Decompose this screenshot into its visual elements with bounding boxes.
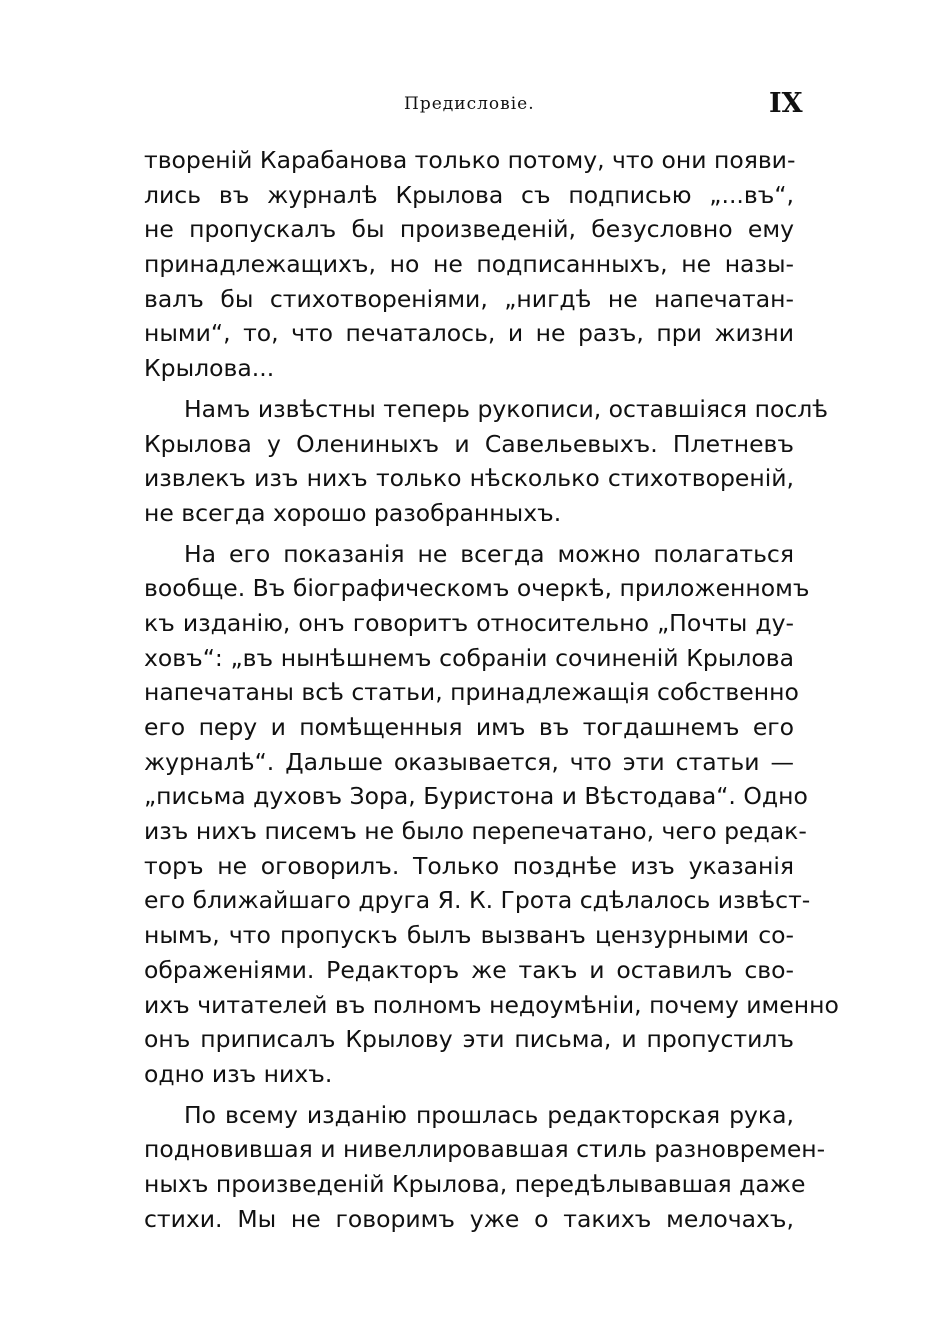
text-line: къ изданію, онъ говоритъ относительно „Почты ду- bbox=[144, 608, 794, 637]
page-number: IX bbox=[769, 88, 803, 119]
text-line: валъ бы стихотвореніями, „нигдѣ не напечатан- bbox=[144, 284, 794, 313]
text-line: его ближайшаго друга Я. К. Грота сдѣлалось извѣст- bbox=[144, 886, 811, 915]
text-line: изъ нихъ писемъ не было перепечатано, чего редак- bbox=[144, 817, 807, 846]
text-line: Крылова у Олениныхъ и Савельевыхъ. Плетневъ bbox=[144, 429, 794, 458]
text-line: „письма духовъ Зора, Буристона и Вѣстодава“. Одно bbox=[144, 782, 808, 811]
text-line: нымъ, что пропускъ былъ вызванъ цензурными со- bbox=[144, 921, 794, 950]
text-line: твореній Карабанова только потому, что они появи- bbox=[144, 146, 796, 174]
text-line: ховъ“: „въ нынѣшнемъ собраніи сочиненій Крылова bbox=[144, 643, 794, 672]
text-line: извлекъ изъ нихъ только нѣсколько стихотвореній, bbox=[144, 464, 794, 493]
text-line: одно изъ нихъ. bbox=[144, 1059, 333, 1088]
text-line: принадлежащихъ, но не подписанныхъ, не назы- bbox=[144, 250, 794, 279]
text-line: Намъ извѣстны теперь рукописи, оставшіяся послѣ bbox=[184, 394, 829, 423]
text-line: Крылова... bbox=[144, 354, 275, 383]
body-text bbox=[144, 143, 839, 1236]
text-line: лись въ журналѣ Крылова съ подписью „...въ“, bbox=[144, 180, 794, 209]
text-line: торъ не оговорилъ. Только позднѣе изъ указанія bbox=[144, 851, 794, 880]
text-line: По всему изданію прошлась редакторская рука, bbox=[184, 1100, 794, 1129]
text-line: его перу и помѣщенныя имъ въ тогдашнемъ его bbox=[144, 713, 794, 741]
text-line: стихи. Мы не говоримъ уже о такихъ мелочахъ, bbox=[144, 1204, 794, 1233]
text-line: журналѣ“. Дальше оказывается, что эти статьи — bbox=[144, 747, 794, 776]
text-line: напечатаны всѣ статьи, принадлежащія собственно bbox=[144, 678, 799, 707]
text-line: ныхъ произведеній Крылова, передѣлывавшая даже bbox=[144, 1169, 806, 1198]
text-line: На его показанія не всегда можно полагаться bbox=[184, 539, 794, 568]
text-line: ными“, то, что печаталось, и не разъ, при жизни bbox=[144, 319, 794, 348]
text-line: онъ приписалъ Крылову эти письма, и пропустилъ bbox=[144, 1025, 794, 1054]
text-line: вообще. Въ біографическомъ очеркѣ, приложенномъ bbox=[144, 574, 810, 603]
text-line: ображеніями. Редакторъ же такъ и оставилъ сво- bbox=[144, 955, 794, 984]
text-line: ихъ читателей въ полномъ недоумѣніи, почему именно bbox=[144, 990, 839, 1019]
text-line: подновившая и нивеллировавшая стиль разновремен- bbox=[144, 1135, 826, 1164]
text-line: не всегда хорошо разобранныхъ. bbox=[144, 498, 562, 527]
text-line: не пропускалъ бы произведеній, безусловно ему bbox=[144, 215, 794, 244]
running-title: Предисловіе. bbox=[404, 94, 535, 114]
